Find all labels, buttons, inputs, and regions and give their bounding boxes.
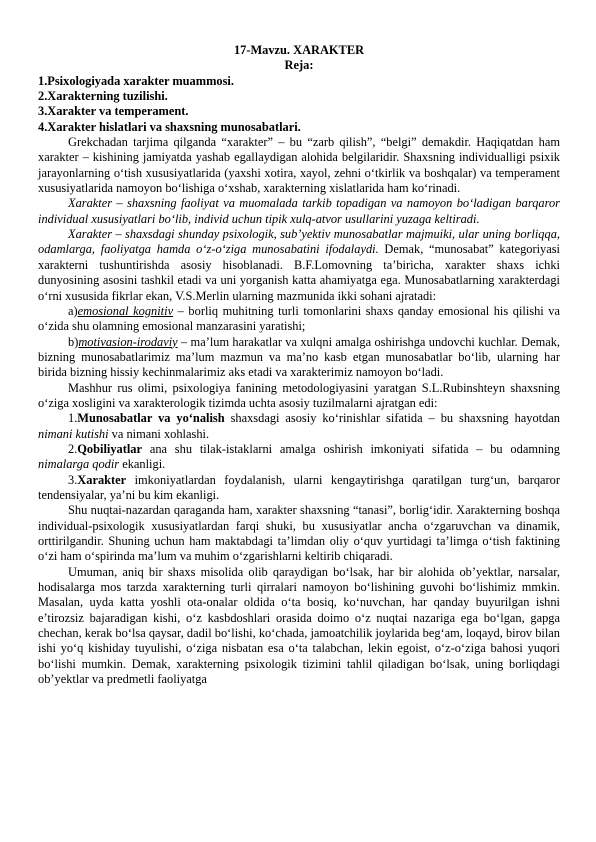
paragraph-6: Umuman, aniq bir shaxs misolida olib qaraydigan bo‘lsak, har bir alohida ob’yektlar, narsalar, hodisalarga mos tarzda xarakterning turli qirralari namoyon bo‘lishining guvohi bo‘lishimiz mmkin. Masalan, uyda katta yoshli ota-onalar oldida o‘ta bosiq, ko‘nuvchan, har qanday buyurilgan ishni e’tirozsiz bajaradigan kishi, o‘z kasbdoshlari orasida doimo o‘z nuqtai nazariga ega bo‘lgan, gapga chechan, kerak bo‘lsa qaysar, dadil bo‘lishi, ko‘chada, jamoatchilik joylarida beg‘am, loqayd, birov bilan ishi yo‘q kishiday tuyulishi, o‘ziga nisbatan esa o‘ta talabchan, lekin egoist, o‘z-o‘ziga bahosi yuqori bo‘lishi mumkin. Demak, xarakterning psixologik tizimini tahlil qiladigan bo‘lsak, uning borliqdagi ob’yektlar va predmetli faoliyatga (38, 564, 560, 687)
paragraph-4: Mashhur rus olimi, psixologiya fanining metodologiyasini yaratgan S.L.Rubinshteyn shaxsning o‘ziga xosligini va xarakterologik tizimda uchta asosiy tuzilmalarni ajratgan edi: (38, 380, 560, 410)
paragraph-definition: Xarakter – shaxsning faoliyat va muomalada tarkib topadigan va namoyon bo‘ladigan barqaror individual xususiyatlari bo‘lib, individ uchun tipik xulq-atvor usullarini yuzaga keltiradi. (38, 196, 560, 226)
numbered-item-3 (38, 473, 560, 504)
plan-item: 2.Xarakterning tuzilishi. (38, 89, 168, 104)
item-1-rest: va nimani xohlashi. (108, 426, 210, 441)
item-3-prefix: 3. (68, 472, 78, 487)
paragraph-3 (38, 227, 560, 304)
item-a (38, 304, 560, 335)
numbered-item-2 (38, 442, 560, 473)
item-1-prefix: 1. (68, 411, 78, 426)
item-1-mid: shaxsdagi asosiy ko‘rinishlar sifatida – bu shaxsning hayotdan (224, 411, 560, 426)
item-2-mid: ana shu tilak-istaklarni amalga oshirish imkoniyati sifatida – bu odamning (142, 441, 560, 456)
plan-list (38, 74, 560, 135)
item-a-term: emosional kognitiv (77, 303, 174, 318)
item-a-prefix: a) (68, 303, 78, 318)
item-3-term: Xarakter (77, 472, 127, 487)
plan-item: 1.Psixologiyada xarakter muammosi. (38, 73, 234, 88)
paragraph-1: Grekchadan tarjima qilganda “xarakter” – bu “zarb qilish”, “belgi” demakdir. Haqiqatdan ham xarakter – kishining jamiyatda yashab egallaydigan alohida belgilaridir. Shaxsning individualligi psixik jarayonlarning o‘tish xususiyatlarida (yaxshi xotira, xayol, zehni o‘tkirlik va boshqalar) va temperament xususiyatlarida namoyon bo‘lishiga o‘xshab, xarakterning xislatlarida ham ko‘rinadi. (38, 135, 560, 196)
plan-item: 4.Xarakter hislatlari va shaxsning munosabatlari. (38, 119, 301, 134)
item-2-term: Qobiliyatlar (77, 441, 143, 456)
item-b-prefix: b) (68, 334, 79, 349)
item-b-term: motivasion-irodaviy (78, 334, 178, 349)
item-1-italic: nimani kutishi (38, 426, 109, 441)
paragraph-5: Shu nuqtai-nazardan qaraganda ham, xarakter shaxsning “tanasi”, borlig‘idir. Xarakterning boshqa individual-psixologik xususiyatlardan farqi shuki, bu xususiyatlar ancha o‘zgaruvchan va dinamik, orttirilgandir. Shuning uchun ham maktabdagi ta’limdan oliy o‘quv yurtidagi ta’limga o‘tish faktining o‘zi ham o‘spirinda ma’lum va muhim o‘zgarishlarni keltirib chiqaradi. (38, 503, 560, 564)
numbered-item-1 (38, 411, 560, 442)
plan-heading: Reja: (284, 58, 314, 73)
page-title: 17-Mavzu. XARAKTER (233, 43, 365, 57)
definition-italic: Xarakter – shaxsdagi shunday psixologik, sub’yektiv munosabatlar majmuiki, ular uning borliqqa, odamlarga, faoliyatga hamda o‘z-o‘ziga munosabatini ifodalaydi. (38, 227, 560, 257)
item-b-rest: – ma’lum harakatlar va xulqni amalga oshirishga undovchi kuchlar. Demak, bizning munosabatlarimiz ma’lum mazmun va ma’no kasb etgan munosabatlar bo‘lib, ularning har birida bizning hissiy kechinmalarimiz aks etadi va xarakterimiz namoyon bo‘ladi. (38, 334, 560, 380)
item-b (38, 335, 560, 381)
item-3-rest: imkoniyatlardan foydalanish, ularni kengaytirishga qaratilgan turg‘un, barqaror tendensiyalar, ya’ni bu kim ekanligi. (38, 472, 560, 502)
plan-item: 3.Xarakter va temperament. (38, 104, 189, 119)
document-page (38, 43, 560, 687)
item-2-prefix: 2. (68, 441, 78, 456)
item-1-term: Munosabatlar va yo‘nalish (77, 411, 225, 426)
paragraph-3-rest: Demak, “munosabat” kategoriyasi xarakterni tushuntirishda asosiy hisoblanadi. B.F.Lomovning ta’biricha, xarakter shaxs ichki dunyosining asosini tashkil etadi va uni yorganish katta ahamiyatga ega. Munosabatlarning xarakterdagi o‘rni xususida fikrlar ekan, V.S.Merlin ularning mazmunida ikki sohani ajratadi: (38, 242, 560, 303)
item-2-italic: nimalarga qodir (38, 457, 120, 472)
item-2-rest: ekanligi. (119, 457, 166, 472)
item-a-rest: – borliq muhitning turli tomonlarini shaxs qanday emosional his qilishi va o‘zida shu olamning emosional manzarasini yaratishi; (38, 303, 561, 334)
